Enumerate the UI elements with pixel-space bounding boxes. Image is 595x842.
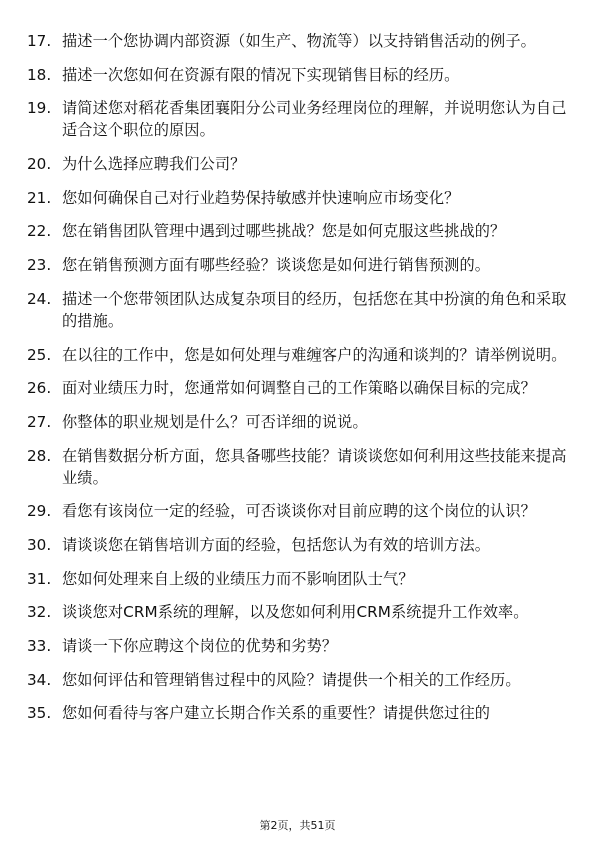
question-text: 您如何评估和管理销售过程中的风险？请提供一个相关的工作经历。: [62, 670, 521, 689]
question-item: [0, 411, 595, 433]
question-number: 22.: [27, 222, 52, 241]
question-item: [0, 97, 595, 141]
question-number: 29.: [27, 502, 52, 521]
question-number: 24.: [27, 289, 52, 308]
question-item: [0, 534, 595, 556]
question-item: [0, 30, 595, 52]
question-item: [0, 568, 595, 590]
question-item: [0, 445, 595, 489]
question-item: [0, 288, 595, 332]
question-text: 描述一个您协调内部资源（如生产、物流等）以支持销售活动的例子。: [62, 32, 536, 50]
question-item: [0, 153, 595, 175]
question-number: 31.: [27, 569, 52, 588]
question-number: 23.: [27, 256, 52, 275]
question-text: 请谈谈您在销售培训方面的经验，包括您认为有效的培训方法。: [62, 535, 491, 554]
question-item: [0, 500, 595, 522]
question-text: 你整体的职业规划是什么？可否详细的说说。: [62, 412, 368, 431]
question-text: 您如何确保自己对行业趋势保持敏感并快速响应市场变化？: [62, 188, 460, 207]
question-number: 30.: [27, 535, 52, 554]
question-item: [0, 377, 595, 399]
question-text: 请简述您对稻花香集团襄阳分公司业务经理岗位的理解，并说明您认为自己适合这个职位的原因。: [62, 99, 567, 140]
question-item: [0, 344, 595, 366]
question-list: [0, 30, 595, 736]
question-text: 描述一个您带领团队达成复杂项目的经历，包括您在其中扮演的角色和采取的措施。: [62, 289, 567, 330]
question-number: 32.: [27, 603, 52, 622]
question-number: 26.: [27, 379, 52, 398]
question-text: 为什么选择应聘我们公司？: [62, 155, 246, 174]
question-number: 18.: [27, 65, 52, 84]
question-text: 您在销售团队管理中遇到过哪些挑战？您是如何克服这些挑战的？: [62, 222, 506, 241]
question-text: 面对业绩压力时，您通常如何调整自己的工作策略以确保目标的完成？: [62, 379, 536, 398]
question-number: 28.: [27, 446, 52, 465]
question-text: 谈谈您对CRM系统的理解，以及您如何利用CRM系统提升工作效率。: [62, 603, 529, 622]
question-number: 34.: [27, 670, 52, 689]
page-number-label: 第2页，共51页: [259, 819, 336, 832]
question-item: [0, 601, 595, 623]
question-item: [0, 64, 595, 86]
question-item: [0, 635, 595, 657]
question-number: 33.: [27, 637, 52, 655]
question-item: [0, 187, 595, 209]
question-item: [0, 220, 595, 242]
question-text: 看您有该岗位一定的经验，可否谈谈你对目前应聘的这个岗位的认识？: [62, 502, 536, 521]
question-number: 35.: [27, 704, 52, 723]
question-number: 20.: [27, 155, 52, 174]
question-text: 您在销售预测方面有哪些经验？谈谈您是如何进行销售预测的。: [62, 256, 491, 275]
question-text: 在以往的工作中，您是如何处理与难缠客户的沟通和谈判的？请举例说明。: [62, 345, 567, 364]
question-item: [0, 254, 595, 276]
question-text: 描述一次您如何在资源有限的情况下实现销售目标的经历。: [62, 65, 460, 84]
question-number: 19.: [27, 99, 52, 118]
question-number: 21.: [27, 188, 52, 207]
question-text: 在销售数据分析方面，您具备哪些技能？请谈谈您如何利用这些技能来提高业绩。: [62, 446, 567, 487]
question-text: 请谈一下你应聘这个岗位的优势和劣势？: [62, 637, 338, 655]
page-footer: [0, 819, 595, 833]
question-item: [0, 702, 595, 724]
question-text: 您如何处理来自上级的业绩压力而不影响团队士气？: [62, 569, 414, 588]
question-number: 17.: [27, 32, 52, 50]
question-number: 25.: [27, 345, 52, 364]
question-text: 您如何看待与客户建立长期合作关系的重要性？请提供您过往的: [62, 704, 491, 723]
question-number: 27.: [27, 412, 52, 431]
question-item: [0, 669, 595, 691]
